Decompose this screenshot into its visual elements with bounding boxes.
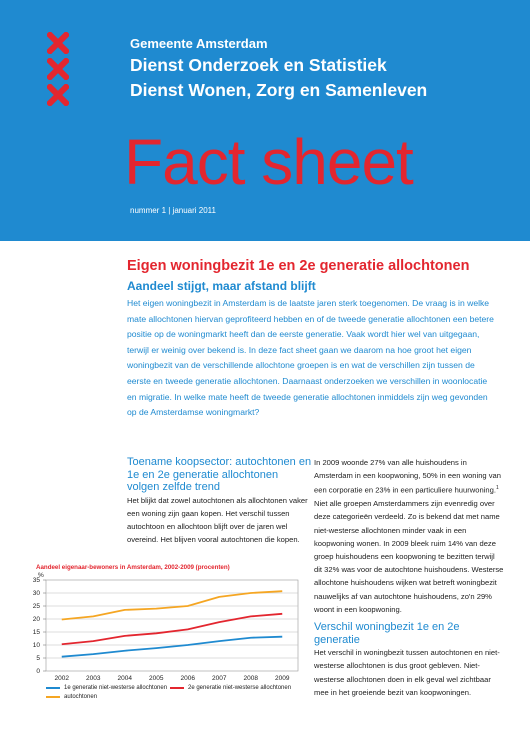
- andreas-cross-icon: [47, 84, 69, 106]
- legend-item-2e-generatie: [170, 685, 291, 691]
- right-paragraph-part1: In 2009 woonde 27% van alle huishoudens in Amsterdam in een koopwoning, 50% in een woning van een corporatie en 23% in een particuliere huurwoning.: [314, 458, 502, 495]
- legend-swatch: [46, 696, 60, 699]
- article-title: Eigen woningbezit 1e en 2e generatie allochtonen: [127, 258, 470, 274]
- issue-info: nummer 1 | januari 2011: [130, 206, 216, 215]
- y-tick-label: 15: [32, 629, 40, 637]
- chart-title: Aandeel eigenaar-bewoners in Amsterdam, 2002-2009 (procenten): [36, 564, 230, 571]
- legend-label: 1e generatie niet-westerse allochtonen: [64, 685, 168, 691]
- publication-title: Fact sheet: [124, 126, 413, 198]
- x-tick-label: 2004: [117, 675, 132, 682]
- section-heading: Toename koopsector: autochtonen en 1e en 2e generatie allochtonen volgen zelfde trend: [127, 456, 312, 494]
- section2-heading: Verschil woningbezit 1e en 2e generatie: [314, 620, 460, 646]
- legend-swatch: [46, 687, 60, 690]
- left-column: [127, 456, 312, 547]
- y-tick-label: 25: [32, 603, 40, 611]
- y-tick-label: 30: [32, 590, 40, 598]
- legend-label: 2e generatie niet-westerse allochtonen: [188, 685, 292, 691]
- y-tick-label: 20: [32, 616, 40, 624]
- x-tick-label: 2008: [243, 675, 258, 682]
- x-tick-label: 2002: [54, 675, 69, 682]
- right-paragraph: [314, 456, 504, 616]
- y-tick-label: 10: [32, 642, 40, 650]
- legend-swatch: [170, 687, 184, 690]
- section2-body: Het verschil in woningbezit tussen autochtonen en niet-westerse allochtonen is dus groot gebleven. Niet-westerse allochtonen doen in elk geval wel zichtbaar mee in het groeiende bezit van koopwoningen.: [314, 648, 500, 697]
- article-subtitle: Aandeel stijgt, maar afstand blijft: [127, 279, 316, 293]
- x-tick-label: 2006: [180, 675, 195, 682]
- y-tick-label: 0: [36, 668, 40, 676]
- x-tick-label: 2009: [275, 675, 290, 682]
- plot-area: [46, 580, 298, 671]
- y-axis-unit: %: [38, 572, 44, 579]
- andreas-cross-icon: [47, 58, 69, 80]
- organization-name: Gemeente Amsterdam: [130, 36, 268, 51]
- legend-label: autochtonen: [64, 694, 98, 700]
- department-name-2: Dienst Wonen, Zorg en Samenleven: [130, 80, 428, 100]
- x-tick-label: 2007: [212, 675, 227, 682]
- x-tick-label: 2003: [86, 675, 101, 682]
- right-paragraph-part2: Niet alle groepen Amsterdammers zijn evenredig over deze categorieën verdeeld. Zo is bekend dat met name niet-westerse allochtonen minder vaak in een koopwoning wonen. In 2009 bleek ruim 14% van deze groep huishoudens een koopwoning te bezitten terwijl dit 32% was voor de autochtone huishoudens. Westerse allochtone huishoudens wijken wat betreft woningbezit nauwelijks af van autochtone huishoudens, zo'n 29% woont in een koopwoning.: [314, 499, 504, 614]
- andreas-cross-icon: [47, 32, 69, 54]
- department-name-1: Dienst Onderzoek en Statistiek: [130, 55, 387, 75]
- legend-item-autochtonen: [46, 694, 97, 700]
- section-body: Het blijkt dat zowel autochtonen als allochtonen vaker een woning zijn gaan kopen. Het verschil tussen autochtoon en allochtoon blijft over de jaren wel overeind. Het blijven vooral autochtonen die kopen.: [127, 495, 308, 545]
- right-column: [314, 456, 504, 699]
- y-tick-label: 35: [32, 577, 40, 585]
- line-chart: [0, 568, 310, 683]
- legend-item-1e-generatie: [46, 685, 167, 691]
- header-banner: [0, 0, 530, 241]
- intro-paragraph: Het eigen woningbezit in Amsterdam is de laatste jaren sterk toegenomen. De vraag is in welke mate allochtonen hiervan geprofiteerd hebben en of de tweede generatie allochtonen een betere positie op de woningmarkt heeft dan de eerste generatie. Vaak wordt hier wel van uitgegaan, terwijl er weinig over bekend is. In deze fact sheet gaan we daarom na hoe groot het eigen woningbezit van de verschillende allochtone groepen is en wat de verschillen zijn tussen de eerste en tweede generatie allochtonen. Daarnaast onderzoeken we verschillen in woonlocatie en migratie. In welke mate heeft de tweede generatie allochtonen inmiddels zijn weg gevonden op de Amsterdamse woningmarkt?: [127, 298, 494, 418]
- x-tick-label: 2005: [149, 675, 164, 682]
- footnote-marker: 1: [495, 485, 499, 492]
- y-tick-label: 5: [36, 655, 40, 663]
- city-logo: [47, 32, 73, 110]
